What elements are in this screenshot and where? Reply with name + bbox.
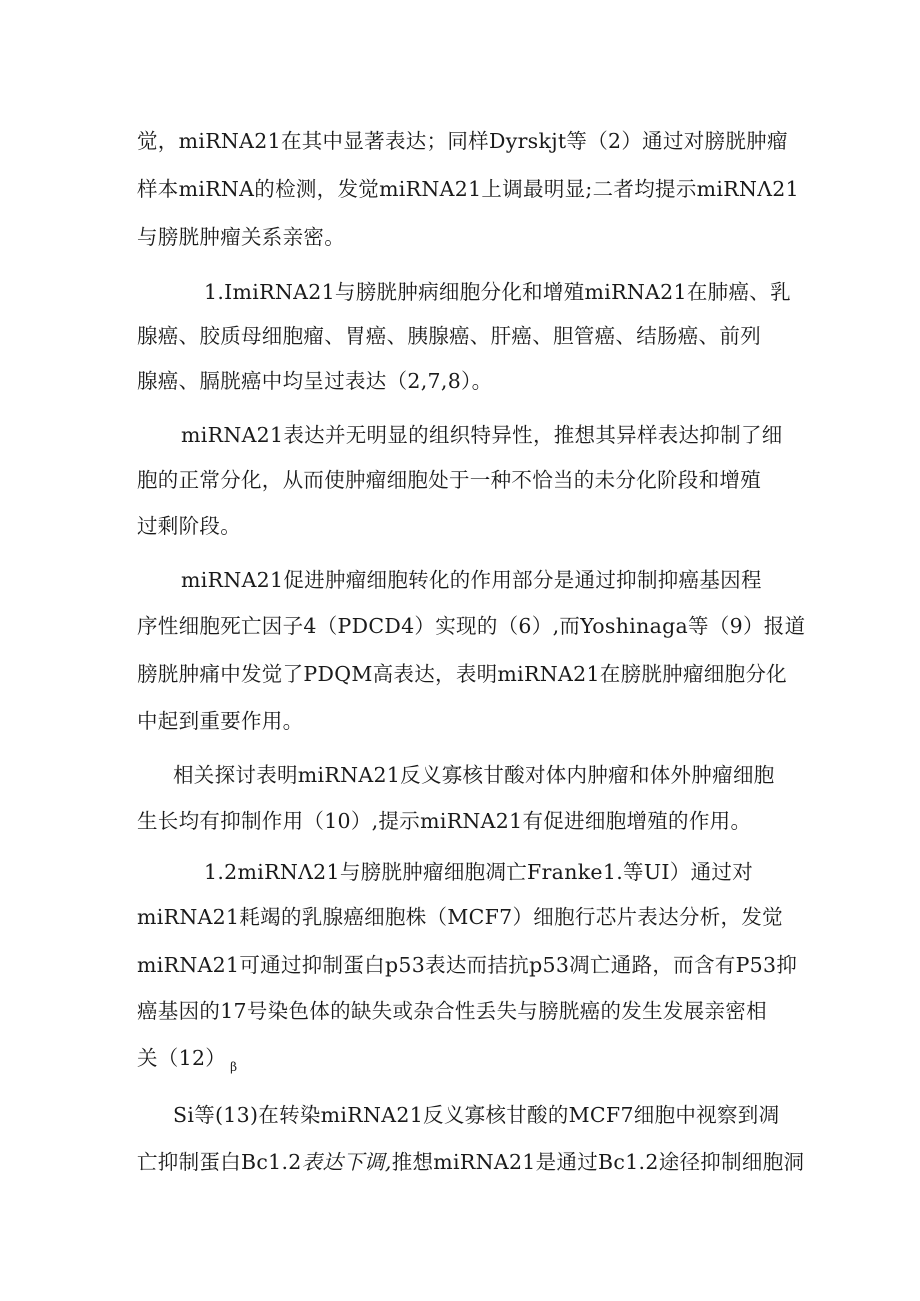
section-1-2-line-5-text: 关（12） (137, 1046, 227, 1070)
paragraph-4-line-2: 序性细胞死亡因子4（PDCD4）实现的（6）,而Yoshinaga等（9）报道 (137, 614, 806, 638)
section-1-2-line-3: miRNA21可通过抑制蛋白p53表达而拮抗p53凋亡通路，而含有P53抑 (137, 953, 798, 977)
paragraph-4-line-1: miRNA21促进肿瘤细胞转化的作用部分是通过抑制抑癌基因程 (181, 568, 762, 592)
section-1-1-line-1: 1.ImiRNA21与膀胱肿病细胞分化和增殖miRNA21在肺癌、乳 (204, 280, 791, 304)
section-1-1-line-2: 腺癌、胶质母细胞瘤、胃癌、胰腺癌、肝癌、胆管癌、结肠癌、前列 (137, 324, 761, 348)
paragraph-3-line-1: miRNA21表达并无明显的组织特异性，推想其异样表达抑制了细 (181, 423, 783, 447)
paragraph-5-line-2: 生长均有抑制作用（10）,提示miRNA21有促进细胞增殖的作用。 (137, 809, 752, 833)
italic-fragment: 表达下调, (301, 1150, 392, 1174)
paragraph-3-line-3: 过剩阶段。 (137, 514, 241, 538)
section-1-2-line-1: 1.2miRNΛ21与膀胱肿瘤细胞凋亡Franke1.等UI）通过对 (204, 860, 753, 884)
paragraph-5-line-1: 相关探讨表明miRNA21反义寡核甘酸对体内肿瘤和体外肿瘤细胞 (173, 763, 775, 787)
paragraph-4-line-3: 膀胱肿痛中发觉了PDQM高表达，表明miRNA21在膀胱肿瘤细胞分化 (137, 662, 787, 686)
section-1-2-line-4: 癌基因的17号染色体的缺失或杂合性丢失与膀胱癌的发生发展亲密相 (137, 999, 767, 1023)
trailing-mark: β (230, 1060, 238, 1074)
paragraph-7-line-2-start: 亡抑制蛋白Bc1.2 (137, 1150, 302, 1174)
paragraph-7-line-2 (137, 1148, 804, 1176)
paragraph-1-line-1: 觉，miRNA21在其中显著表达；同样Dyrskjt等（2）通过对膀胱肿瘤 (137, 129, 788, 153)
paragraph-7-line-1: Si等(13)在转染miRNA21反义寡核甘酸的MCF7细胞中视察到凋 (173, 1103, 780, 1127)
section-1-2-line-2: miRNA21耗竭的乳腺癌细胞株（MCF7）细胞行芯片表达分析，发觉 (137, 905, 783, 929)
section-1-2-line-5 (137, 1044, 237, 1081)
section-1-1-line-3: 腺癌、膈胱癌中均呈过表达（2,7,8）。 (137, 369, 493, 393)
paragraph-1-line-2: 样本miRNA的检测，发觉miRNA21上调最明显;二者均提示miRNΛ21 (137, 177, 799, 201)
paragraph-4-line-4: 中起到重要作用。 (137, 709, 304, 733)
paragraph-1-line-3: 与膀胱肿瘤关系亲密。 (137, 225, 345, 249)
paragraph-7-line-2-end: 推想miRNA21是通过Bc1.2途径抑制细胞洞 (391, 1150, 805, 1174)
paragraph-3-line-2: 胞的正常分化，从而使肿瘤细胞处于一种不恰当的未分化阶段和增殖 (137, 468, 761, 492)
